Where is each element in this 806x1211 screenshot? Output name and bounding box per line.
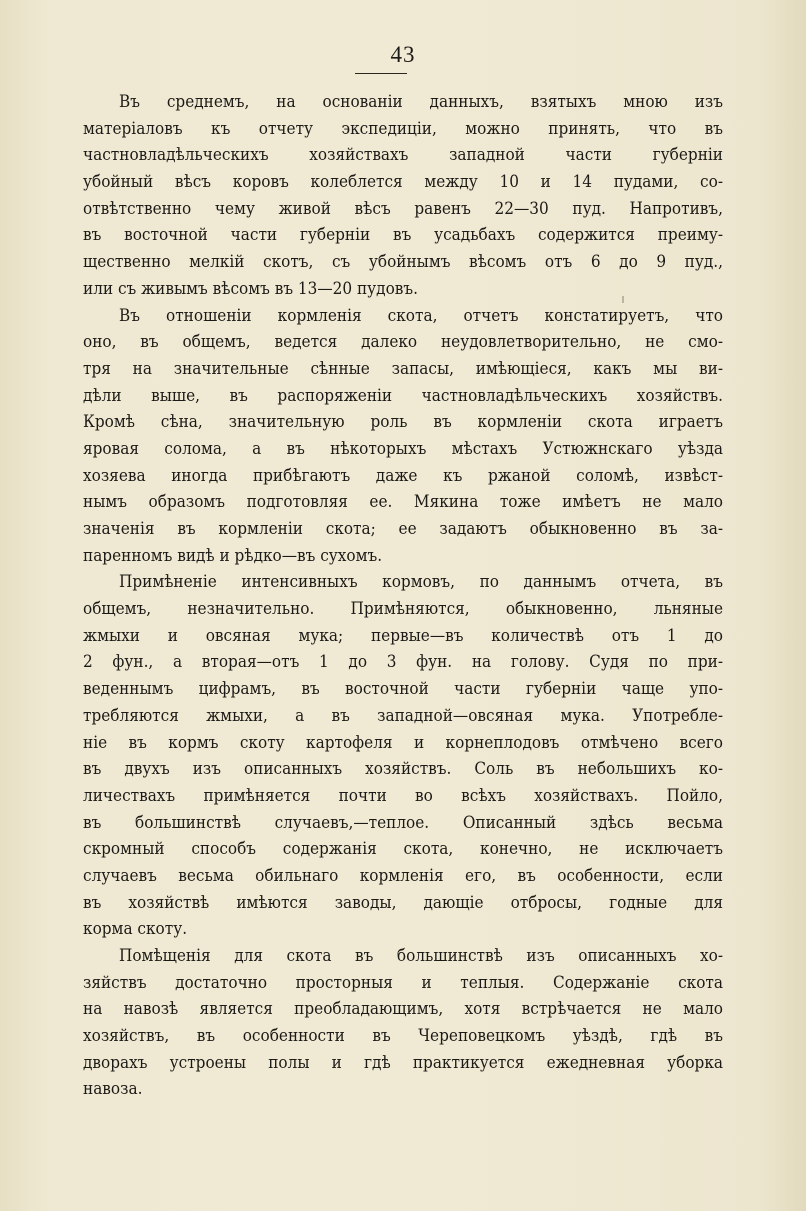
text-line: дворахъ устроены полы и гдѣ практикуется ежедневная уборка — [83, 1052, 723, 1073]
body-text — [47, 89, 723, 1103]
text-line: тря на значительные сѣнные запасы, имѣющіеся, какъ мы ви- — [83, 358, 723, 379]
text-line: щественно мелкій скотъ, съ убойнымъ вѣсомъ отъ 6 до 9 пуд., — [83, 252, 723, 273]
text-line: паренномъ видѣ и рѣдко—въ сухомъ. — [83, 545, 383, 566]
paragraph — [47, 303, 723, 570]
text-line: хозяева иногда прибѣгаютъ даже къ ржаной соломѣ, извѣст- — [83, 465, 723, 486]
text-line: въ восточной части губерніи въ усадьбахъ содержится преиму- — [83, 225, 723, 246]
text-line: Кромѣ сѣна, значительную роль въ кормленіи скота играетъ — [83, 412, 723, 433]
paragraph — [47, 569, 723, 943]
text-line: въ двухъ изъ описанныхъ хозяйствъ. Соль въ небольшихъ ко- — [83, 759, 723, 780]
text-line: яровая солома, а въ нѣкоторыхъ мѣстахъ Устюжнскаго уѣзда — [83, 438, 723, 459]
text-line: Примѣненіе интенсивныхъ кормовъ, по даннымъ отчета, въ — [119, 572, 723, 593]
text-line: веденнымъ цифрамъ, въ восточной части губерніи чаще упо- — [83, 679, 723, 700]
text-line: въ хозяйствѣ имѣются заводы, дающіе отбросы, годные для — [83, 892, 723, 913]
text-line: или съ живымъ вѣсомъ въ 13—20 пудовъ. — [83, 278, 418, 299]
paragraph — [47, 943, 723, 1103]
text-line: оно, въ общемъ, ведется далеко неудовлетворительно, не смо- — [83, 332, 723, 353]
text-line: хозяйствъ, въ особенности въ Череповецкомъ уѣздѣ, гдѣ въ — [83, 1026, 723, 1047]
text-line: убойный вѣсъ коровъ колеблется между 10 и 14 пудами, со- — [83, 172, 723, 193]
text-line: требляются жмыхи, а въ западной—овсяная мука. Употребле- — [83, 705, 723, 726]
text-line: отвѣтственно чему живой вѣсъ равенъ 22—30 пуд. Напротивъ, — [83, 198, 723, 219]
text-line: скромный способъ содержанія скота, конечно, не исключаетъ — [83, 839, 723, 860]
paragraph — [47, 89, 723, 303]
text-line: общемъ, незначительно. Примѣняются, обыкновенно, льняные — [83, 599, 723, 620]
text-line: нымъ образомъ подготовляя ее. Мякина тоже имѣетъ не мало — [83, 492, 723, 513]
text-line: навоза. — [83, 1079, 143, 1100]
text-line: въ большинствѣ случаевъ,—теплое. Описанный здѣсь весьма — [83, 812, 723, 833]
text-line: дѣли выше, въ распоряженіи частновладѣльческихъ хозяйствъ. — [83, 385, 723, 406]
text-line: ніе въ кормъ скоту картофеля и корнеплодовъ отмѣчено всего — [83, 732, 723, 753]
text-line: Въ среднемъ, на основаніи данныхъ, взятыхъ мною изъ — [119, 92, 723, 112]
text-line: 2 фун., а вторая—отъ 1 до 3 фун. на голову. Судя по при- — [83, 652, 723, 673]
text-line: случаевъ весьма обильнаго кормленія его, въ особенности, если — [83, 865, 723, 886]
text-line: частновладѣльческихъ хозяйствахъ западной части губерніи — [83, 145, 723, 166]
print-speck — [622, 296, 624, 303]
text-line: личествахъ примѣняется почти во всѣхъ хозяйствахъ. Пойло, — [83, 785, 723, 806]
text-line: жмыхи и овсяная мука; первые—въ количествѣ отъ 1 до — [83, 625, 723, 646]
text-line: зяйствъ достаточно просторныя и теплыя. Содержаніе скота — [83, 972, 723, 993]
text-line: корма скоту. — [83, 919, 188, 940]
text-line: на навозѣ является преобладающимъ, хотя встрѣчается не мало — [83, 999, 723, 1020]
text-line: значенія въ кормленіи скота; ее задаютъ обыкновенно въ за- — [83, 519, 723, 539]
header-rule — [355, 73, 407, 74]
text-line: Помѣщенія для скота въ большинствѣ изъ описанныхъ хо- — [119, 946, 723, 966]
page-number: 43 — [390, 42, 416, 67]
text-line: матеріаловъ къ отчету экспедиціи, можно принять, что въ — [83, 118, 723, 139]
text-line: Въ отношеніи кормленія скота, отчетъ констатируетъ, что — [119, 305, 723, 326]
